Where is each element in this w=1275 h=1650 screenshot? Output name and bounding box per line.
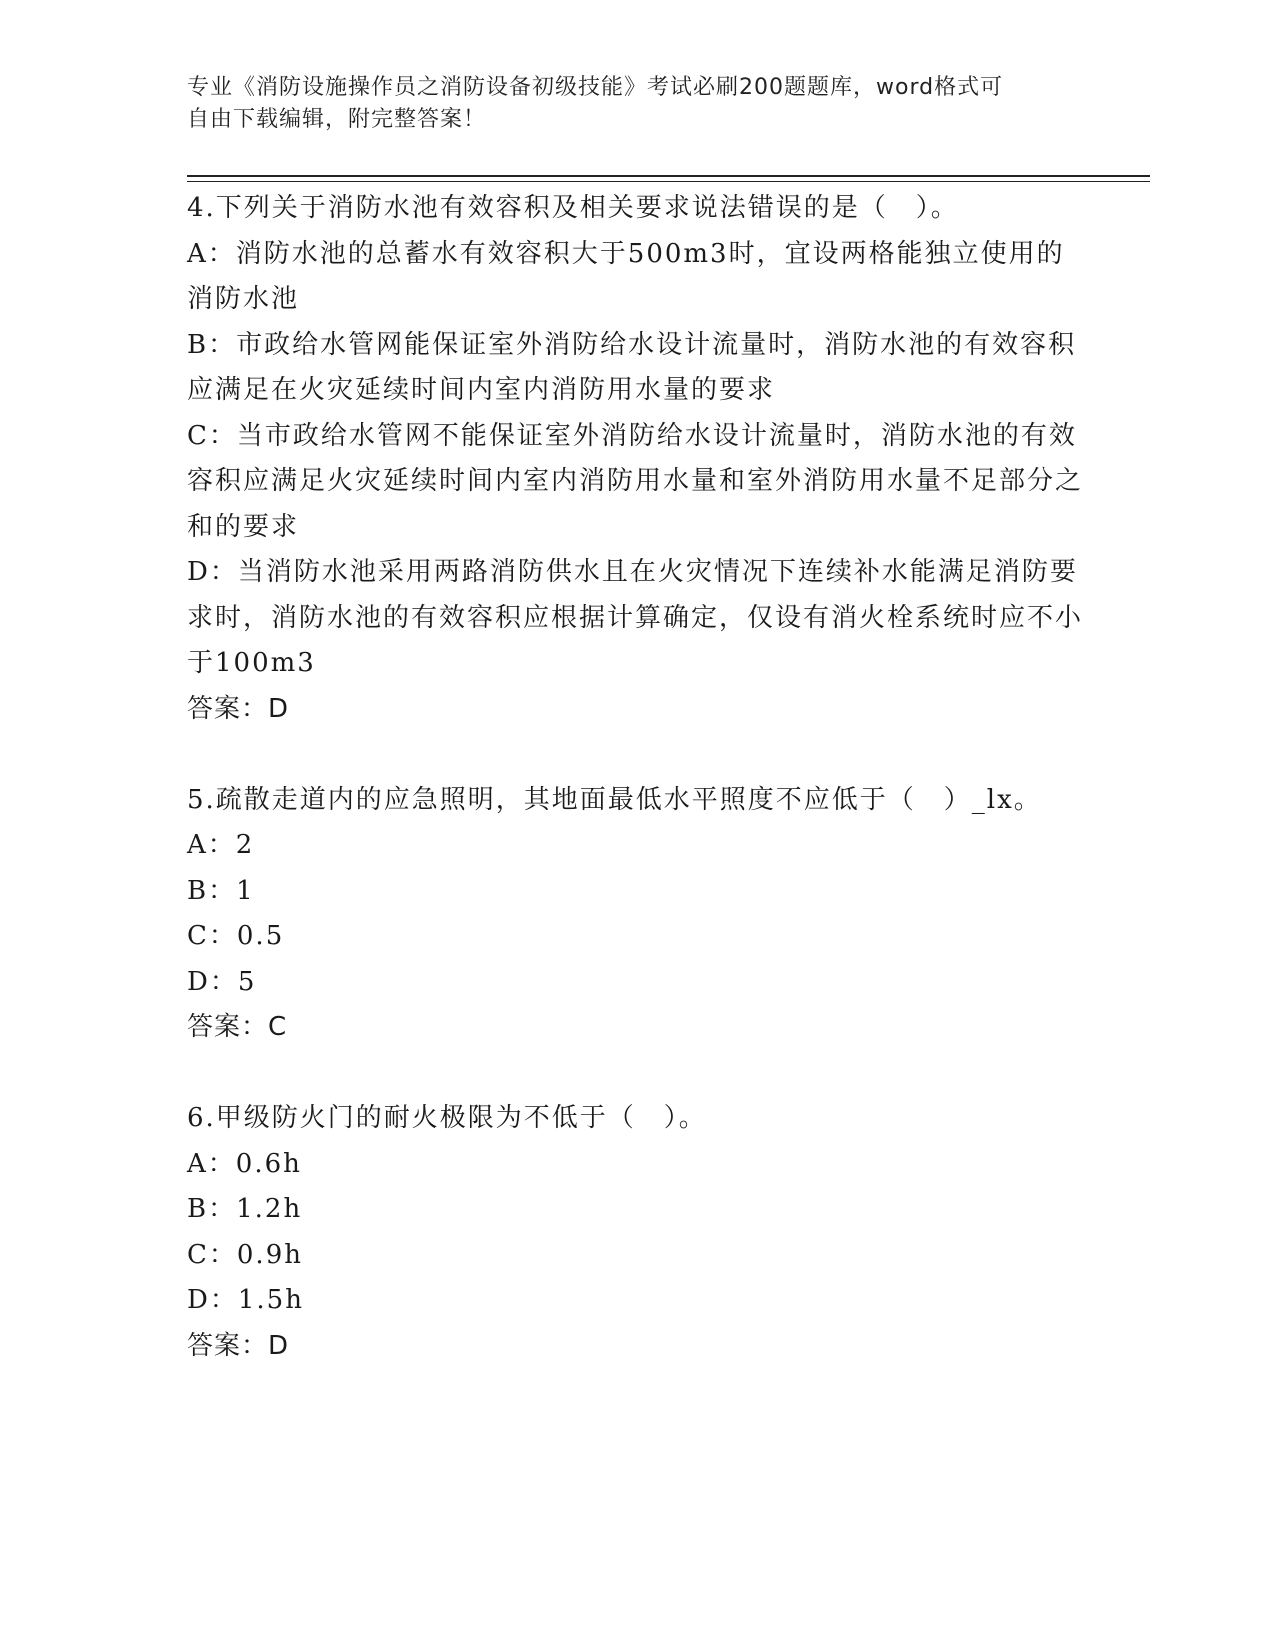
header-title-line-2: 自由下载编辑，附完整答案！ — [187, 107, 487, 132]
option-b: B：1.2h — [187, 1194, 303, 1224]
option-a: A：消防水池的总蓄水有效容积大于500m3时，宜设两格能独立使用的消防水池 — [187, 238, 1065, 314]
option-c: C：0.5 — [187, 921, 285, 951]
option-d: D：1.5h — [187, 1285, 304, 1315]
question-list — [187, 186, 1087, 1369]
answer-line: 答案：C — [187, 1012, 288, 1042]
question-stem: 5.疏散走道内的应急照明，其地面最低水平照度不应低于（ ）_lx。 — [187, 784, 1042, 815]
document-header — [187, 72, 1067, 136]
answer-line: 答案：D — [187, 1330, 290, 1361]
question-stem: 6.甲级防火门的耐火极限为不低于（ ）。 — [187, 1103, 707, 1133]
option-c: C：0.9h — [187, 1239, 303, 1270]
question-stem: 4.下列关于消防水池有效容积及相关要求说法错误的是（ ）。 — [187, 193, 959, 223]
question-item-4 — [187, 186, 1087, 732]
header-title-line-1: 专业《消防设施操作员之消防设备初级技能》考试必刷200题题库，word格式可 — [187, 75, 1004, 100]
answer-line: 答案：D — [187, 693, 290, 724]
question-item-6 — [187, 1096, 1087, 1369]
option-b: B：1 — [187, 875, 255, 906]
option-d: D：当消防水池采用两路消防供水且在火灾情况下连续补水能满足消防要求时，消防水池的有效容积应根据计算确定，仅设有消火栓系统时应不小于100m3 — [187, 557, 1084, 678]
header-divider-thick — [187, 175, 1150, 177]
option-b: B：市政给水管网能保证室外消防给水设计流量时，消防水池的有效容积应满足在火灾延续时间内室内消防用水量的要求 — [187, 329, 1077, 405]
option-c: C：当市政给水管网不能保证室外消防给水设计流量时，消防水池的有效容积应满足火灾延续时间内室内消防用水量和室外消防用水量不足部分之和的要求 — [187, 420, 1084, 542]
option-a: A：2 — [187, 830, 255, 860]
header-divider-thin — [187, 181, 1150, 182]
option-a: A：0.6h — [187, 1148, 302, 1179]
question-item-5 — [187, 778, 1087, 1051]
option-d: D：5 — [187, 966, 257, 997]
